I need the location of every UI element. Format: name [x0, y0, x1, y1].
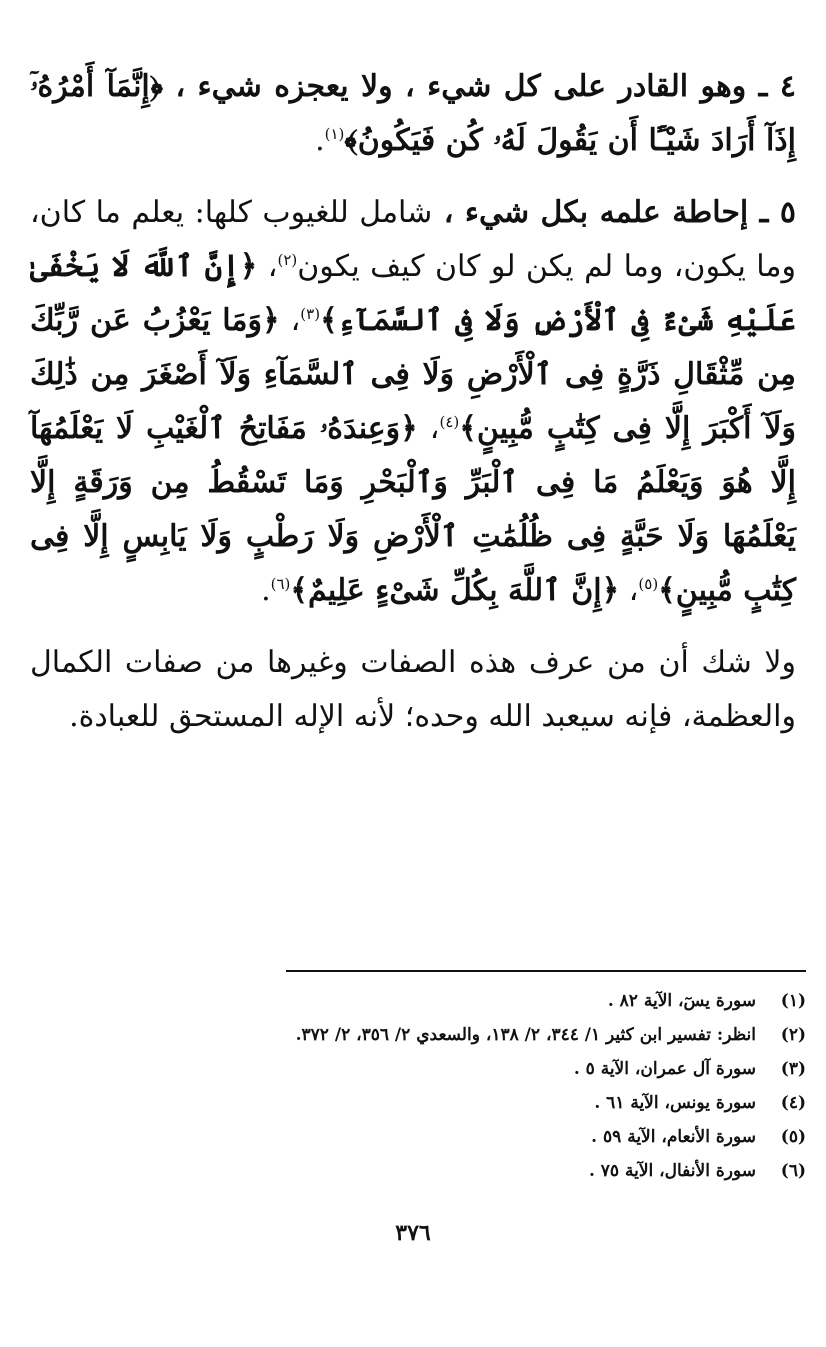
footnote-number: (١) — [780, 991, 806, 1011]
footnote-ref: (٦) — [270, 575, 291, 593]
quran-verse: ﴿وَعِندَهُۥ مَفَاتِحُ ٱلْغَيْبِ لَا يَعْلَمُهَآ إِلَّا هُوَ وَيَعْلَمُ مَا فِى ٱلْبَرِّ وَٱلْبَحْرِ وَمَا تَسْقُطُ مِن وَرَقَةٍ إِلَّا يَعْلَمُهَا وَلَا حَبَّةٍ فِى ظُلُمَٰتِ ٱلْأَرْضِ وَلَا رَطْبٍ وَلَا يَابِسٍ إِلَّا فِى كِتَٰبٍ مُّبِينٍ﴾ — [30, 411, 796, 608]
footnote-ref: (١) — [324, 125, 345, 143]
footnote-text: سورة الأنفال، الآية ٧٥ . — [588, 1161, 756, 1181]
footnote-text: انظر: تفسير ابن كثير ١/ ٣٤٤، ٢/ ١٣٨، والسعدي ٢/ ٣٥٦، ٢/ ٣٧٢. — [295, 1025, 756, 1045]
footnote-number: (٢) — [780, 1025, 806, 1045]
footnotes — [286, 970, 806, 1188]
footnote-ref: (٢) — [277, 251, 298, 269]
footnote-text: سورة الأنعام، الآية ٥٩ . — [591, 1127, 756, 1147]
footnote-ref: (٥) — [638, 575, 659, 593]
text-run: ، — [257, 249, 278, 284]
text-run: ٥ ـ إحاطة علمه بكل شيء ، — [432, 195, 796, 230]
text-run: ٤ ـ وهو القادر على كل شيء ، ولا يعجزه شيء ، — [163, 69, 797, 104]
quran-verse: ﴿إِنَّ ٱللَّهَ بِكُلِّ شَىْءٍ عَلِيمٌ﴾ — [290, 573, 620, 608]
footnote-ref: (٤) — [439, 413, 460, 431]
footnote-number: (٥) — [780, 1127, 806, 1147]
page-number: ٣٧٦ — [395, 1220, 431, 1246]
footnote-text: سورة آل عمران، الآية ٥ . — [573, 1059, 756, 1079]
footnote-divider — [286, 970, 806, 972]
quran-verse: ﴿إِنَّ ٱللَّهَ لَا يَخْفَىٰ عَلَيْهِ شَىْءٌ فِى ٱلْأَرْضِ وَلَا فِى ٱلسَّمَآءِ﴾ — [30, 249, 797, 338]
footnote-number: (٤) — [780, 1093, 806, 1113]
quran-verse: ﴿إِنَّمَآ أَمْرُهُۥٓ إِذَآ أَرَادَ شَيْـًٔا أَن يَقُولَ لَهُۥ كُن فَيَكُونُ﴾ — [30, 69, 796, 158]
footnote-text: سورة يونس، الآية ٦١ . — [594, 1093, 756, 1113]
text-run: شامل للغيوب كلها: يعلم ما كان، وما يكون، وما لم يكن لو كان كيف يكون — [30, 195, 796, 284]
text-run: ، — [619, 573, 639, 608]
paragraph-conclusion — [30, 636, 796, 744]
quran-verse: ﴿وَمَا يَعْزُبُ عَن رَّبِّكَ مِن مِّثْقَالِ ذَرَّةٍ فِى ٱلْأَرْضِ وَلَا فِى ٱلسَّمَآءِ وَلَآ أَصْغَرَ مِن ذَٰلِكَ وَلَآ أَكْبَرَ إِلَّا فِى كِتَٰبٍ مُّبِينٍ﴾ — [30, 303, 797, 446]
text-run: ولا شك أن من عرف هذه الصفات وغيرها من صفات الكمال والعظمة، فإنه سيعبد الله وحده؛ لأنه الإله المستحق للعبادة. — [30, 645, 796, 734]
text-run: ، — [279, 303, 301, 338]
paragraph-item-5 — [30, 186, 796, 618]
footnote-item — [286, 1154, 806, 1188]
footnote-number: (٦) — [780, 1161, 806, 1181]
footnote-list — [286, 984, 806, 1188]
body-text — [30, 60, 796, 744]
paragraph-item-4 — [30, 60, 796, 168]
footnote-item — [286, 984, 806, 1018]
footnote-item — [286, 1086, 806, 1120]
footnote-ref: (٣) — [300, 305, 321, 323]
text-run: . — [315, 123, 325, 158]
footnote-item — [286, 1120, 806, 1154]
text-run: ، — [417, 411, 440, 446]
text-run: . — [261, 573, 271, 608]
footnote-number: (٣) — [780, 1059, 806, 1079]
footnote-item — [286, 1018, 806, 1052]
footnote-text: سورة يسٓ، الآية ٨٢ . — [607, 991, 756, 1011]
footnote-item — [286, 1052, 806, 1086]
